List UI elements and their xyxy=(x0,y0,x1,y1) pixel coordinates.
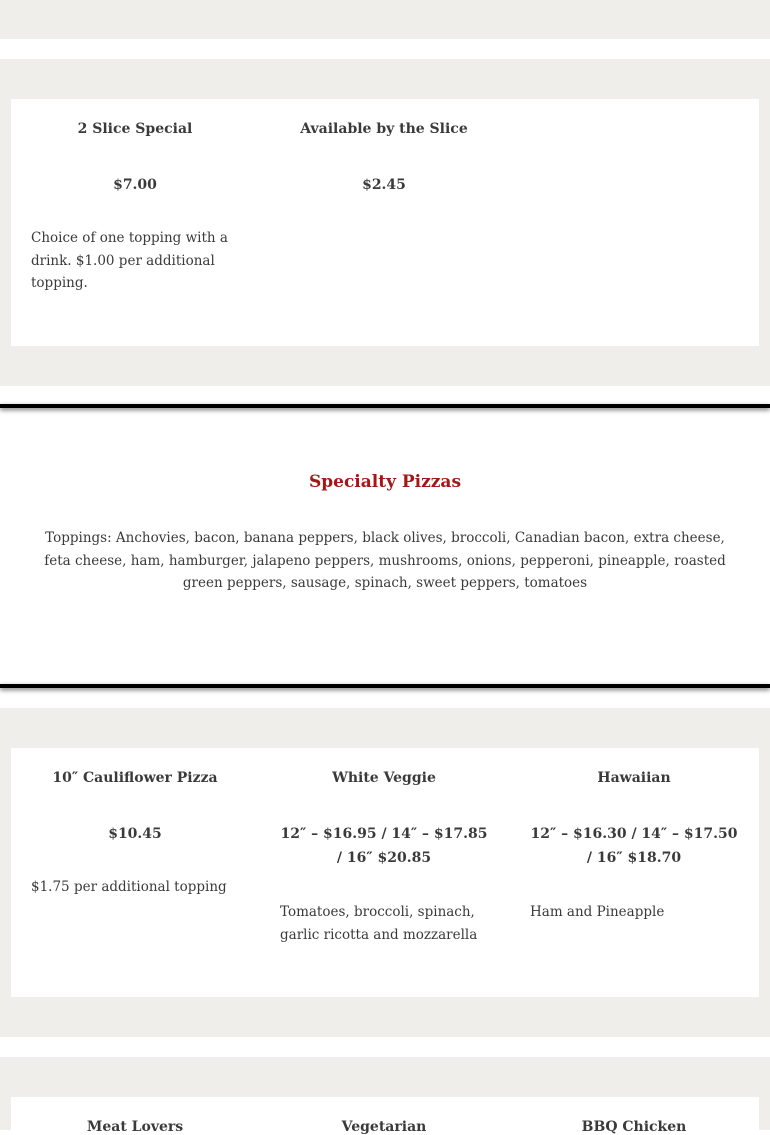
item-description: Tomatoes, broccoli, spinach, garlic ricotta and mozzarella xyxy=(280,904,478,943)
pizza-card xyxy=(11,1097,759,1135)
item-price: 12″ – $16.95 / 14″ – $17.85 / 16″ $20.85 xyxy=(280,826,488,866)
item-description: Ham and Pineapple xyxy=(530,904,665,920)
item-title: Available by the Slice xyxy=(300,121,468,137)
top-section-edge xyxy=(0,0,770,39)
menu-item-hawaiian xyxy=(530,748,738,997)
item-price: 12″ – $16.30 / 14″ – $17.50 / 16″ $18.70 xyxy=(530,826,738,866)
item-title: Meat Lovers xyxy=(86,1119,184,1135)
pizza-card xyxy=(11,748,759,997)
section-divider xyxy=(0,404,770,408)
menu-item-vegetarian xyxy=(280,1097,488,1135)
menu-item-meat-lovers xyxy=(31,1097,239,1135)
item-title: Vegetarian xyxy=(341,1119,427,1135)
menu-item-bbq-chicken xyxy=(530,1097,738,1135)
item-description: Choice of one topping with a drink. $1.00 per additional topping. xyxy=(31,230,228,291)
menu-item-cauliflower-pizza xyxy=(31,748,239,997)
section-divider xyxy=(0,684,770,688)
item-price: $7.00 xyxy=(113,177,157,193)
section-heading: Specialty Pizzas xyxy=(308,472,462,492)
toppings-list: Toppings: Anchovies, bacon, banana peppers, black olives, broccoli, Canadian bacon, extra cheese, feta cheese, ham, hamburger, jalapeno peppers, mushrooms, onions, pepperoni, pineapple, roasted green peppers, sausage, spinach, sweet peppers, tomatoes xyxy=(44,530,726,591)
item-price: $10.45 xyxy=(108,826,162,842)
item-title: 2 Slice Special xyxy=(77,121,193,137)
item-title: BBQ Chicken xyxy=(581,1119,687,1135)
item-title: White Veggie xyxy=(332,770,436,786)
menu-item-by-the-slice xyxy=(280,99,488,346)
item-price: $2.45 xyxy=(362,177,406,193)
menu-item-white-veggie xyxy=(280,748,488,997)
slice-card xyxy=(11,99,759,346)
item-title: Hawaiian xyxy=(597,770,671,786)
item-description: $1.75 per additional topping xyxy=(31,879,227,895)
item-title: 10″ Cauliflower Pizza xyxy=(52,770,218,786)
menu-item-2-slice-special xyxy=(31,99,239,346)
